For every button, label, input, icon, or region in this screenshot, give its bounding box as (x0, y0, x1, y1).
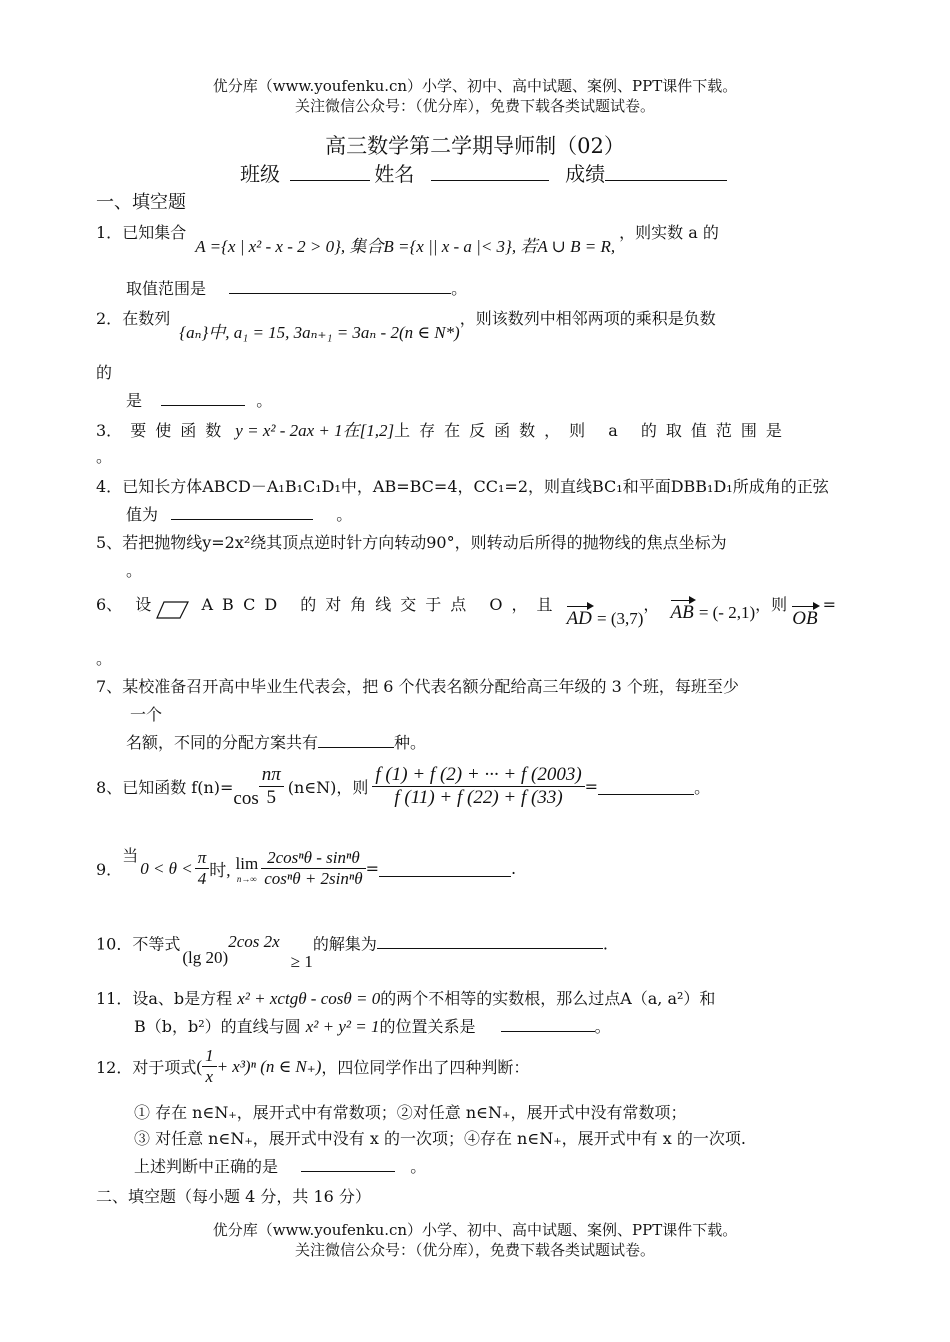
q10-answer-blank[interactable] (377, 932, 603, 949)
q11-formula: x² + xctgθ - cosθ = 0 (237, 989, 381, 1008)
class-label: 班级 (240, 162, 280, 186)
q9-equals: = (365, 859, 379, 878)
q8-text: 已知函数 f(n)= (122, 778, 234, 797)
q10-end: . (602, 934, 608, 954)
student-info-row (240, 158, 727, 187)
q2-end: 。 (256, 391, 273, 410)
header-line-1: 优分库（www.youfenku.cn）小学、初中、高中试题、案例、PPT课件下载。 (212, 77, 738, 95)
q9-end: . (511, 859, 517, 878)
vector-ad: AD (566, 608, 592, 629)
q4-text: 已知长方体ABCD－A₁B₁C₁D₁中，AB=BC=4，CC₁=2，则直线BC₁和平面DBB₁D₁所成角的正弦 (122, 477, 829, 496)
q12-number: 12． (96, 1058, 133, 1077)
question-3-line-2: 。 (96, 447, 113, 466)
q11-number: 11． (96, 989, 133, 1008)
q8-frac-num: nπ (259, 764, 284, 787)
question-11 (96, 986, 715, 1009)
question-6-line-2: 。 (96, 649, 113, 668)
q9-four: 4 (197, 869, 207, 888)
q10-text: 不等式 (132, 934, 181, 954)
question-12-line-3: ③ 对任意 n∈N₊，展开式中没有 x 的一次项；④存在 n∈N₊，展开式中有 x 的一次项. (134, 1129, 746, 1148)
q9-answer-blank[interactable] (379, 860, 511, 877)
question-3 (96, 416, 791, 441)
q8-equals: = (584, 777, 599, 796)
section-2-heading: 二、填空题（每小题 4 分，共 16 分） (96, 1187, 371, 1206)
q3-number: 3． (96, 421, 123, 440)
q12-line4-text: 上述判断中正确的是 (134, 1157, 279, 1176)
q8-number: 8、 (96, 778, 123, 797)
q3-text: 要使函数 (130, 421, 231, 440)
q4-end: 。 (336, 505, 353, 524)
score-label: 成绩 (565, 162, 606, 186)
q2-number: 2． (96, 309, 123, 328)
header-line-2: 关注微信公众号：（优分库），免费下载各类试题试卷。 (294, 97, 655, 115)
q12-text: 对于项式 (132, 1058, 197, 1077)
q9-pi-fraction (195, 848, 210, 889)
q9-shi: 时, (209, 861, 231, 880)
class-blank[interactable] (290, 164, 370, 181)
name-label: 姓名 (374, 162, 415, 186)
q6-then: ，则 (755, 595, 788, 614)
question-1 (96, 218, 719, 256)
q6-number: 6、 (96, 595, 123, 614)
q6-text: 设 (135, 595, 152, 614)
q9-text: 当 (122, 846, 139, 865)
q6-equals: = (822, 595, 837, 614)
question-2 (96, 304, 716, 342)
q10-exponent: 2cos 2x (228, 932, 280, 951)
q1-line2-text: 取值范围是 (126, 279, 207, 298)
q12-text-end: ，四位同学作出了四种判断： (321, 1058, 530, 1077)
q9-denominator: cosⁿθ + 2sinⁿθ (264, 869, 363, 888)
q8-answer-blank[interactable] (598, 778, 694, 795)
question-11-line-2 (134, 1014, 611, 1037)
q9-lim: lim (235, 853, 259, 873)
q1-text-end: ，则实数 a 的 (619, 223, 719, 242)
q9-fraction (261, 848, 365, 889)
question-4 (96, 474, 829, 497)
q11-circle-formula: x² + y² = 1 (305, 1017, 380, 1036)
vector-ob: OB (792, 608, 818, 629)
question-5-line-2: 。 (126, 561, 143, 580)
question-9 (96, 848, 516, 889)
q8-cos-fraction (259, 764, 284, 809)
q7-line3-end: 种。 (394, 733, 427, 752)
q11-end: 。 (594, 1017, 611, 1036)
q12-open-paren: ( (196, 1056, 203, 1076)
question-12-line-2: ① 存在 n∈N₊，展开式中有常数项；②对任意 n∈N₊，展开式中没有常数项； (134, 1103, 687, 1122)
q8-big-den: f (11) + f (22) + f (33) (394, 787, 563, 808)
q1-number: 1． (96, 223, 123, 242)
question-12 (96, 1046, 529, 1087)
q8-big-fraction (372, 764, 584, 809)
question-2-line-2: 的 (96, 363, 113, 382)
question-7-line-2: 一个 (130, 705, 163, 724)
q7-answer-blank[interactable] (318, 731, 394, 748)
question-7-line-3 (126, 730, 426, 753)
question-8 (96, 764, 710, 809)
q4-number: 4． (96, 477, 123, 496)
question-12-line-4 (134, 1154, 426, 1177)
q2-formula: {aₙ}中, a₁ = 15, 3aₙ₊₁ = 3aₙ - 2(n ∈ N*) (179, 323, 460, 342)
q1-text: 已知集合 (122, 223, 187, 242)
q3-formula: y = x² - 2ax + 1在[1,2] (235, 421, 395, 440)
q5-number: 5、 (96, 533, 123, 552)
q9-limit (233, 854, 262, 884)
q9-number: 9． (96, 860, 123, 879)
vector-ab: AB (670, 602, 694, 623)
question-7 (96, 674, 739, 697)
section-1-heading: 一、填空题 (96, 192, 186, 213)
q9-numerator: 2cosⁿθ - sinⁿθ (261, 848, 365, 869)
question-6: 6、 设 ABCD 的对角线交于点 O，且 AD = (3,7)， AB = (- 2,1)，则 OB = (96, 595, 837, 629)
q1-formula: A ={x | x² - x - 2 > 0}, 集合B ={x || x - a |< 3}, 若A ∪ B = R, (195, 237, 616, 256)
q10-ge: ≥ 1 (290, 952, 313, 972)
question-2-line-3 (126, 388, 272, 411)
q11-text-end: 的两个不相等的实数根，那么过点A（a, a²）和 (380, 989, 716, 1008)
q11-text: 设a、b是方程 (132, 989, 233, 1008)
q8-big-num: f (1) + f (2) + ··· + f (2003) (372, 764, 584, 787)
question-5 (96, 530, 727, 553)
q7-number: 7、 (96, 677, 123, 696)
q11-line2-end: 的位置关系是 (379, 1017, 476, 1036)
q8-text-mid: (n∈N)，则 (287, 778, 369, 797)
q2-line3-text: 是 (126, 391, 143, 410)
q8-cos: cos (233, 787, 259, 809)
score-blank[interactable] (605, 164, 727, 181)
q11-line2-text: B（b，b²）的直线与圆 (134, 1017, 301, 1036)
q2-text: 在数列 (122, 309, 171, 328)
name-blank[interactable] (431, 164, 549, 181)
footer-line-2: 关注微信公众号：（优分库），免费下载各类试题试卷。 (294, 1241, 655, 1259)
q6-text-mid: ABCD 的对角线交于点 O，且 (201, 595, 562, 614)
q4-answer-blank[interactable] (171, 503, 313, 520)
q8-end: 。 (694, 778, 711, 797)
q12-frac-num: 1 (202, 1046, 217, 1067)
q12-fraction (202, 1046, 217, 1087)
q6-ab-value: = (- 2,1) (698, 603, 756, 622)
q10-number: 10． (96, 934, 133, 954)
q4-line2-text: 值为 (126, 505, 159, 524)
q2-text-end: ，则该数列中相邻两项的乘积是负数 (459, 309, 716, 328)
q8-frac-den: 5 (266, 787, 276, 808)
q9-lim-sub: n→∞ (236, 873, 257, 884)
q7-line3-text: 名额，不同的分配方案共有 (126, 733, 319, 752)
q9-pi: π (195, 848, 210, 869)
q12-answer-blank[interactable] (301, 1155, 395, 1172)
q10-formula: (lg 20) (182, 948, 229, 968)
question-10 (96, 928, 608, 972)
page-title: 高三数学第二学期导师制（02） (325, 134, 625, 158)
q1-answer-blank[interactable] (229, 277, 451, 294)
q11-answer-blank[interactable] (501, 1015, 595, 1032)
q9-condition: 0 < θ < (140, 858, 193, 878)
q5-text: 若把抛物线y=2x²绕其顶点逆时针方向转动90°，则转动后所得的抛物线的焦点坐标为 (122, 533, 727, 552)
question-1-line-2 (126, 276, 467, 299)
q7-text: 某校准备召开高中毕业生代表会，把 6 个代表名额分配给高三年级的 3 个班，每班至少 (122, 677, 739, 696)
q1-end: 。 (451, 279, 468, 298)
q10-text-end: 的解集为 (312, 934, 377, 954)
q12-end: 。 (410, 1157, 427, 1176)
q6-ad-value: = (3,7) (596, 609, 644, 628)
q12-formula: + x³)ⁿ (n ∈ N₊) (216, 1056, 322, 1076)
q12-frac-den: x (205, 1067, 214, 1086)
parallelogram-icon (156, 600, 190, 620)
q2-answer-blank[interactable] (161, 389, 245, 406)
q3-text-end: 上存在反函数，则 a 的取值范围是 (394, 421, 791, 440)
footer-line-1: 优分库（www.youfenku.cn）小学、初中、高中试题、案例、PPT课件下载。 (212, 1221, 738, 1239)
question-4-line-2 (126, 502, 352, 525)
